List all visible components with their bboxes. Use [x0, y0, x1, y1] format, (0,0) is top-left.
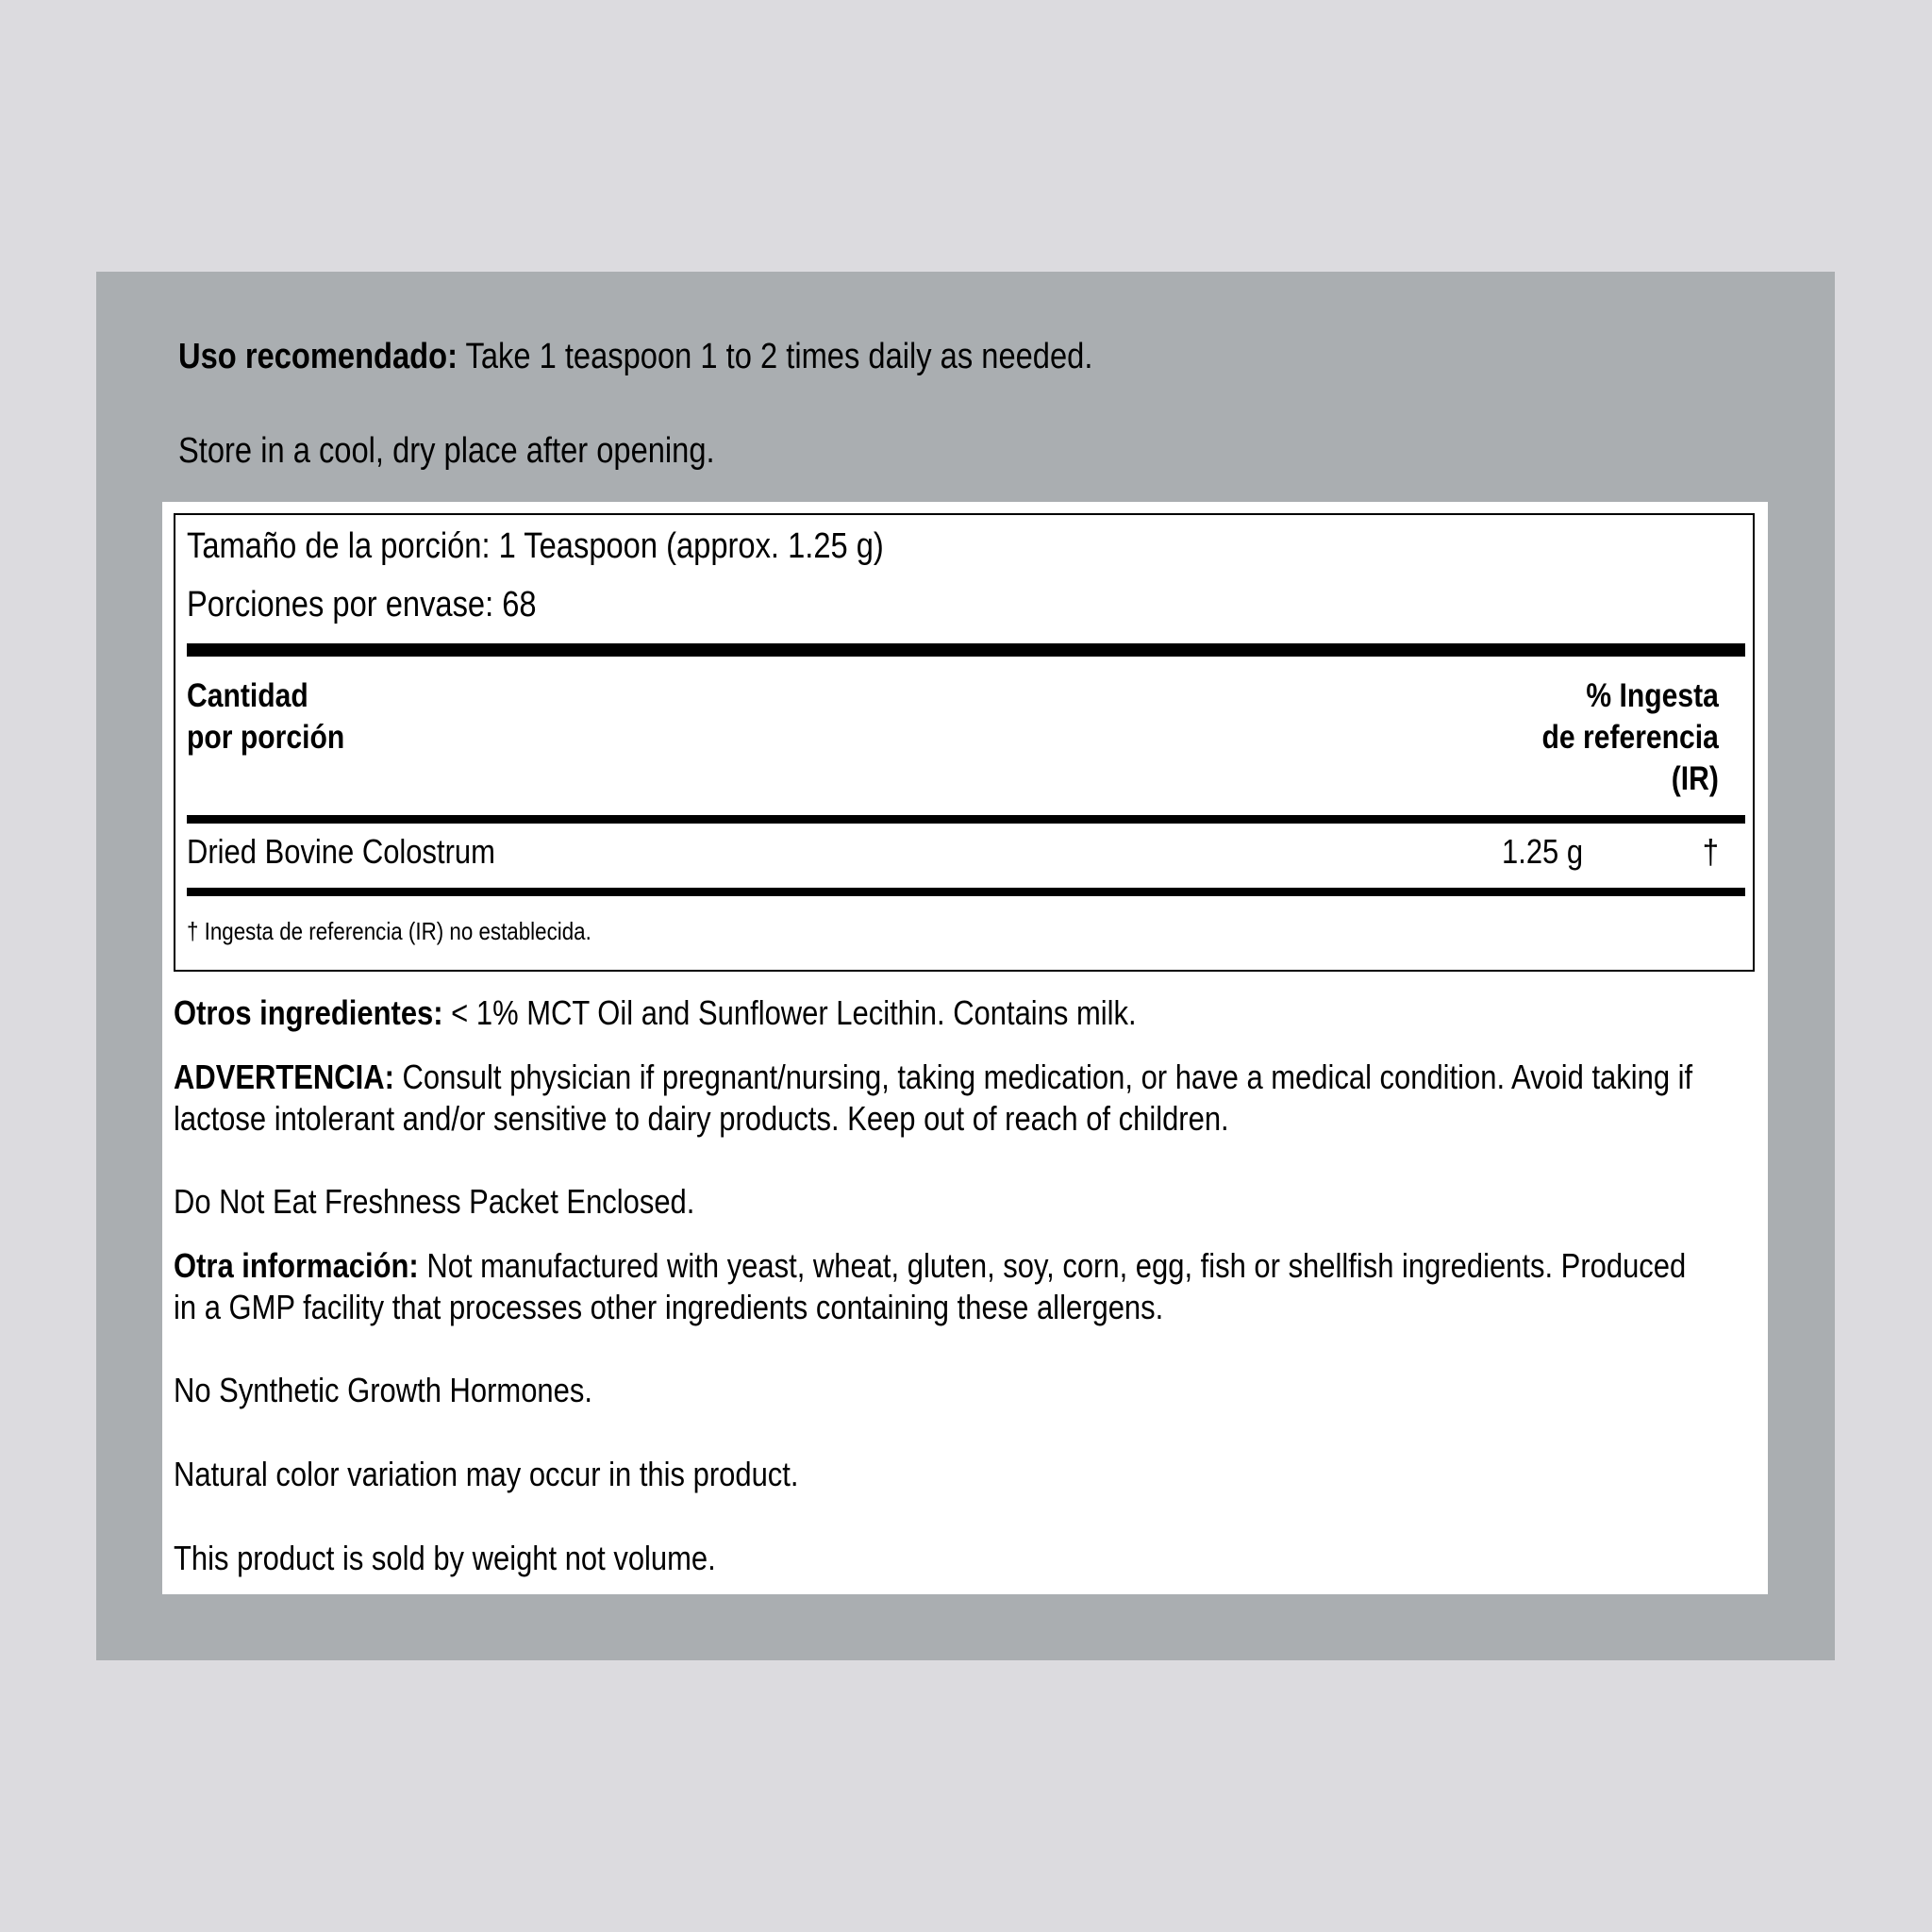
note-growth-hormones: No Synthetic Growth Hormones.	[174, 1371, 592, 1409]
dv-header-line: % Ingesta	[1586, 677, 1719, 714]
warning-label: ADVERTENCIA:	[174, 1058, 394, 1096]
row-divider	[187, 888, 1745, 896]
usage-label: Uso recomendado:	[178, 337, 458, 376]
thick-divider	[187, 643, 1745, 657]
other-ingredients-text: < 1% MCT Oil and Sunflower Lecithin. Contains milk.	[442, 993, 1137, 1032]
warning	[174, 1057, 1699, 1140]
dv-header-line: de referencia	[1541, 719, 1719, 756]
amount-header-line: por porción	[187, 719, 345, 756]
other-ingredients-label: Otros ingredientes:	[174, 993, 443, 1032]
freshness-notice: Do Not Eat Freshness Packet Enclosed.	[174, 1182, 695, 1221]
storage-instructions: Store in a cool, dry place after opening.	[178, 431, 715, 471]
header-divider	[187, 815, 1745, 824]
serving-size: Tamaño de la porción: 1 Teaspoon (approx. 1.25 g)	[187, 526, 884, 566]
amount-header-line: Cantidad	[187, 677, 308, 714]
reference-intake-header	[1542, 675, 1719, 800]
ingredient-amount: 1.25 g	[1501, 832, 1583, 871]
note-color-variation: Natural color variation may occur in this product.	[174, 1455, 799, 1493]
servings-per-container: Porciones por envase: 68	[187, 585, 537, 625]
other-ingredients	[174, 992, 1699, 1034]
warning-text: Consult physician if pregnant/nursing, taking medication, or have a medical condition. Avoid taking if lactose intolerant and/or sensitive to dairy products. Keep out of reach of children.	[174, 1058, 1693, 1138]
note-sold-by-weight: This product is sold by weight not volume.	[174, 1539, 716, 1577]
amount-per-serving-header	[187, 675, 344, 758]
other-information	[174, 1245, 1699, 1328]
supplement-facts-box	[174, 513, 1755, 972]
ingredient-name: Dried Bovine Colostrum	[187, 832, 495, 871]
other-information-text: Not manufactured with yeast, wheat, gluten, soy, corn, egg, fish or shellfish ingredients. Produced in a GMP facility that processes other ingredients containing these allergens.	[174, 1246, 1687, 1326]
footnote: † Ingesta de referencia (IR) no establecida.	[187, 917, 591, 945]
other-information-label: Otra información:	[174, 1246, 419, 1285]
usage-text: Take 1 teaspoon 1 to 2 times daily as needed.	[457, 337, 1093, 376]
ingredient-dv: †	[1702, 832, 1719, 871]
usage-directions	[178, 335, 1092, 378]
dv-header-line: (IR)	[1671, 760, 1719, 797]
